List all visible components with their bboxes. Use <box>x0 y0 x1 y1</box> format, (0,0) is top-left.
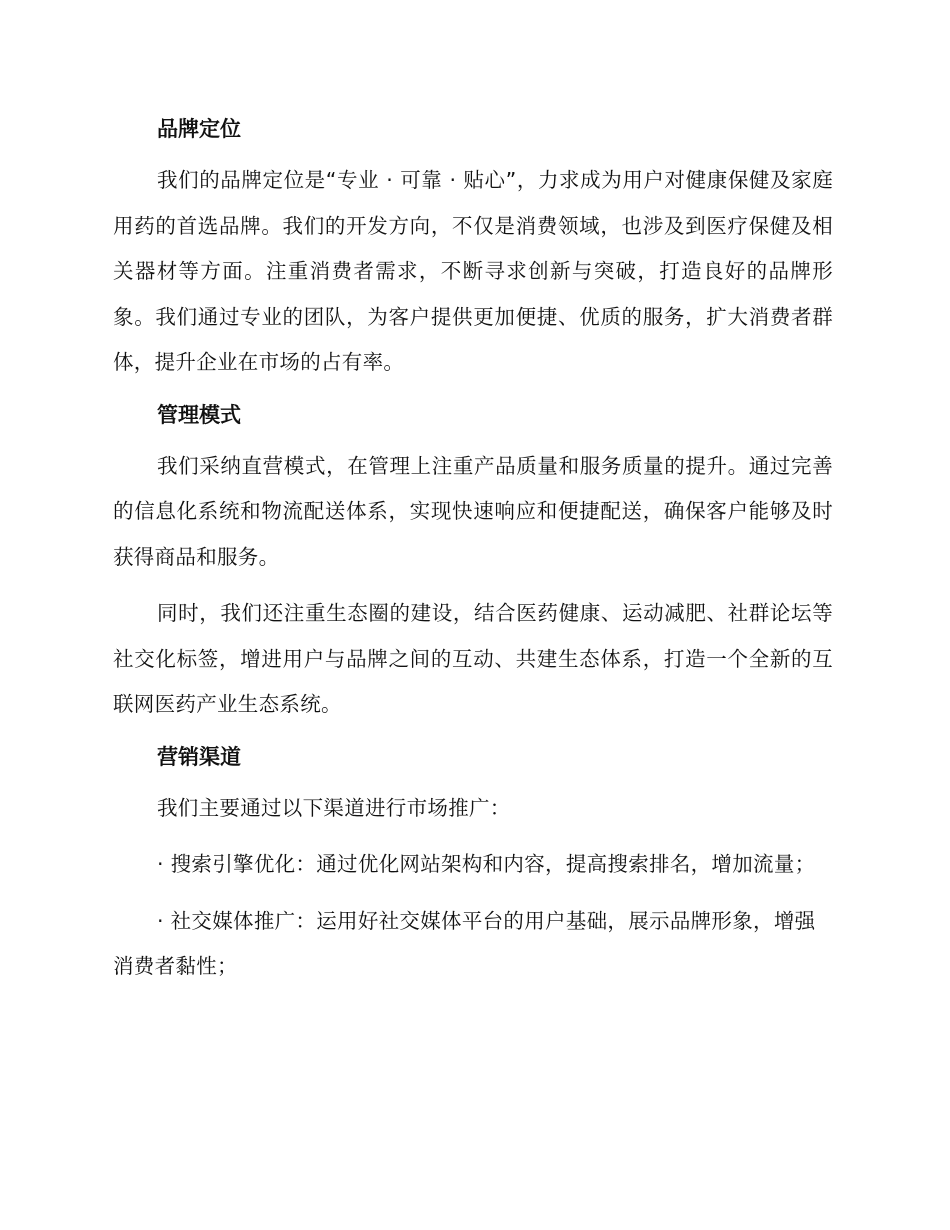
paragraph: 我们主要通过以下渠道进行市场推广： <box>157 795 511 820</box>
section-marketing-channels <box>113 739 833 990</box>
section-heading: 管理模式 <box>157 402 241 427</box>
document-page <box>113 111 833 1001</box>
bullet-item: · 社交媒体推广：运用好社交媒体平台的用户基础，展示品牌形象，增强消费者黏性； <box>113 908 816 978</box>
section-brand-positioning <box>113 111 833 386</box>
paragraph: 同时，我们还注重生态圈的建设，结合医药健康、运动减肥、社群论坛等社交化标签，增进用户与品牌之间的互动、共建生态体系，打造一个全新的互联网医药产业生态系统。 <box>113 601 833 716</box>
section-heading: 营销渠道 <box>157 744 241 769</box>
section-heading: 品牌定位 <box>157 117 241 141</box>
bullet-item: · 搜索引擎优化：通过优化网站架构和内容，提高搜索排名，增加流量； <box>157 852 816 876</box>
section-management-model <box>113 397 833 728</box>
paragraph: 我们的品牌定位是“专业 · 可靠 · 贴心”，力求成为用户对健康保健及家庭用药的首选品牌。我们的开发方向，不仅是消费领域，也涉及到医疗保健及相关器材等方面。注重消费者需求，不断寻求创新与突破，打造良好的品牌形象。我们通过专业的团队，为客户提供更加便捷、优质的服务，扩大消费者群体，提升企业在市场的占有率。 <box>113 168 833 374</box>
paragraph: 我们采纳直营模式，在管理上注重产品质量和服务质量的提升。通过完善的信息化系统和物流配送体系，实现快速响应和便捷配送，确保客户能够及时获得商品和服务。 <box>113 453 833 569</box>
